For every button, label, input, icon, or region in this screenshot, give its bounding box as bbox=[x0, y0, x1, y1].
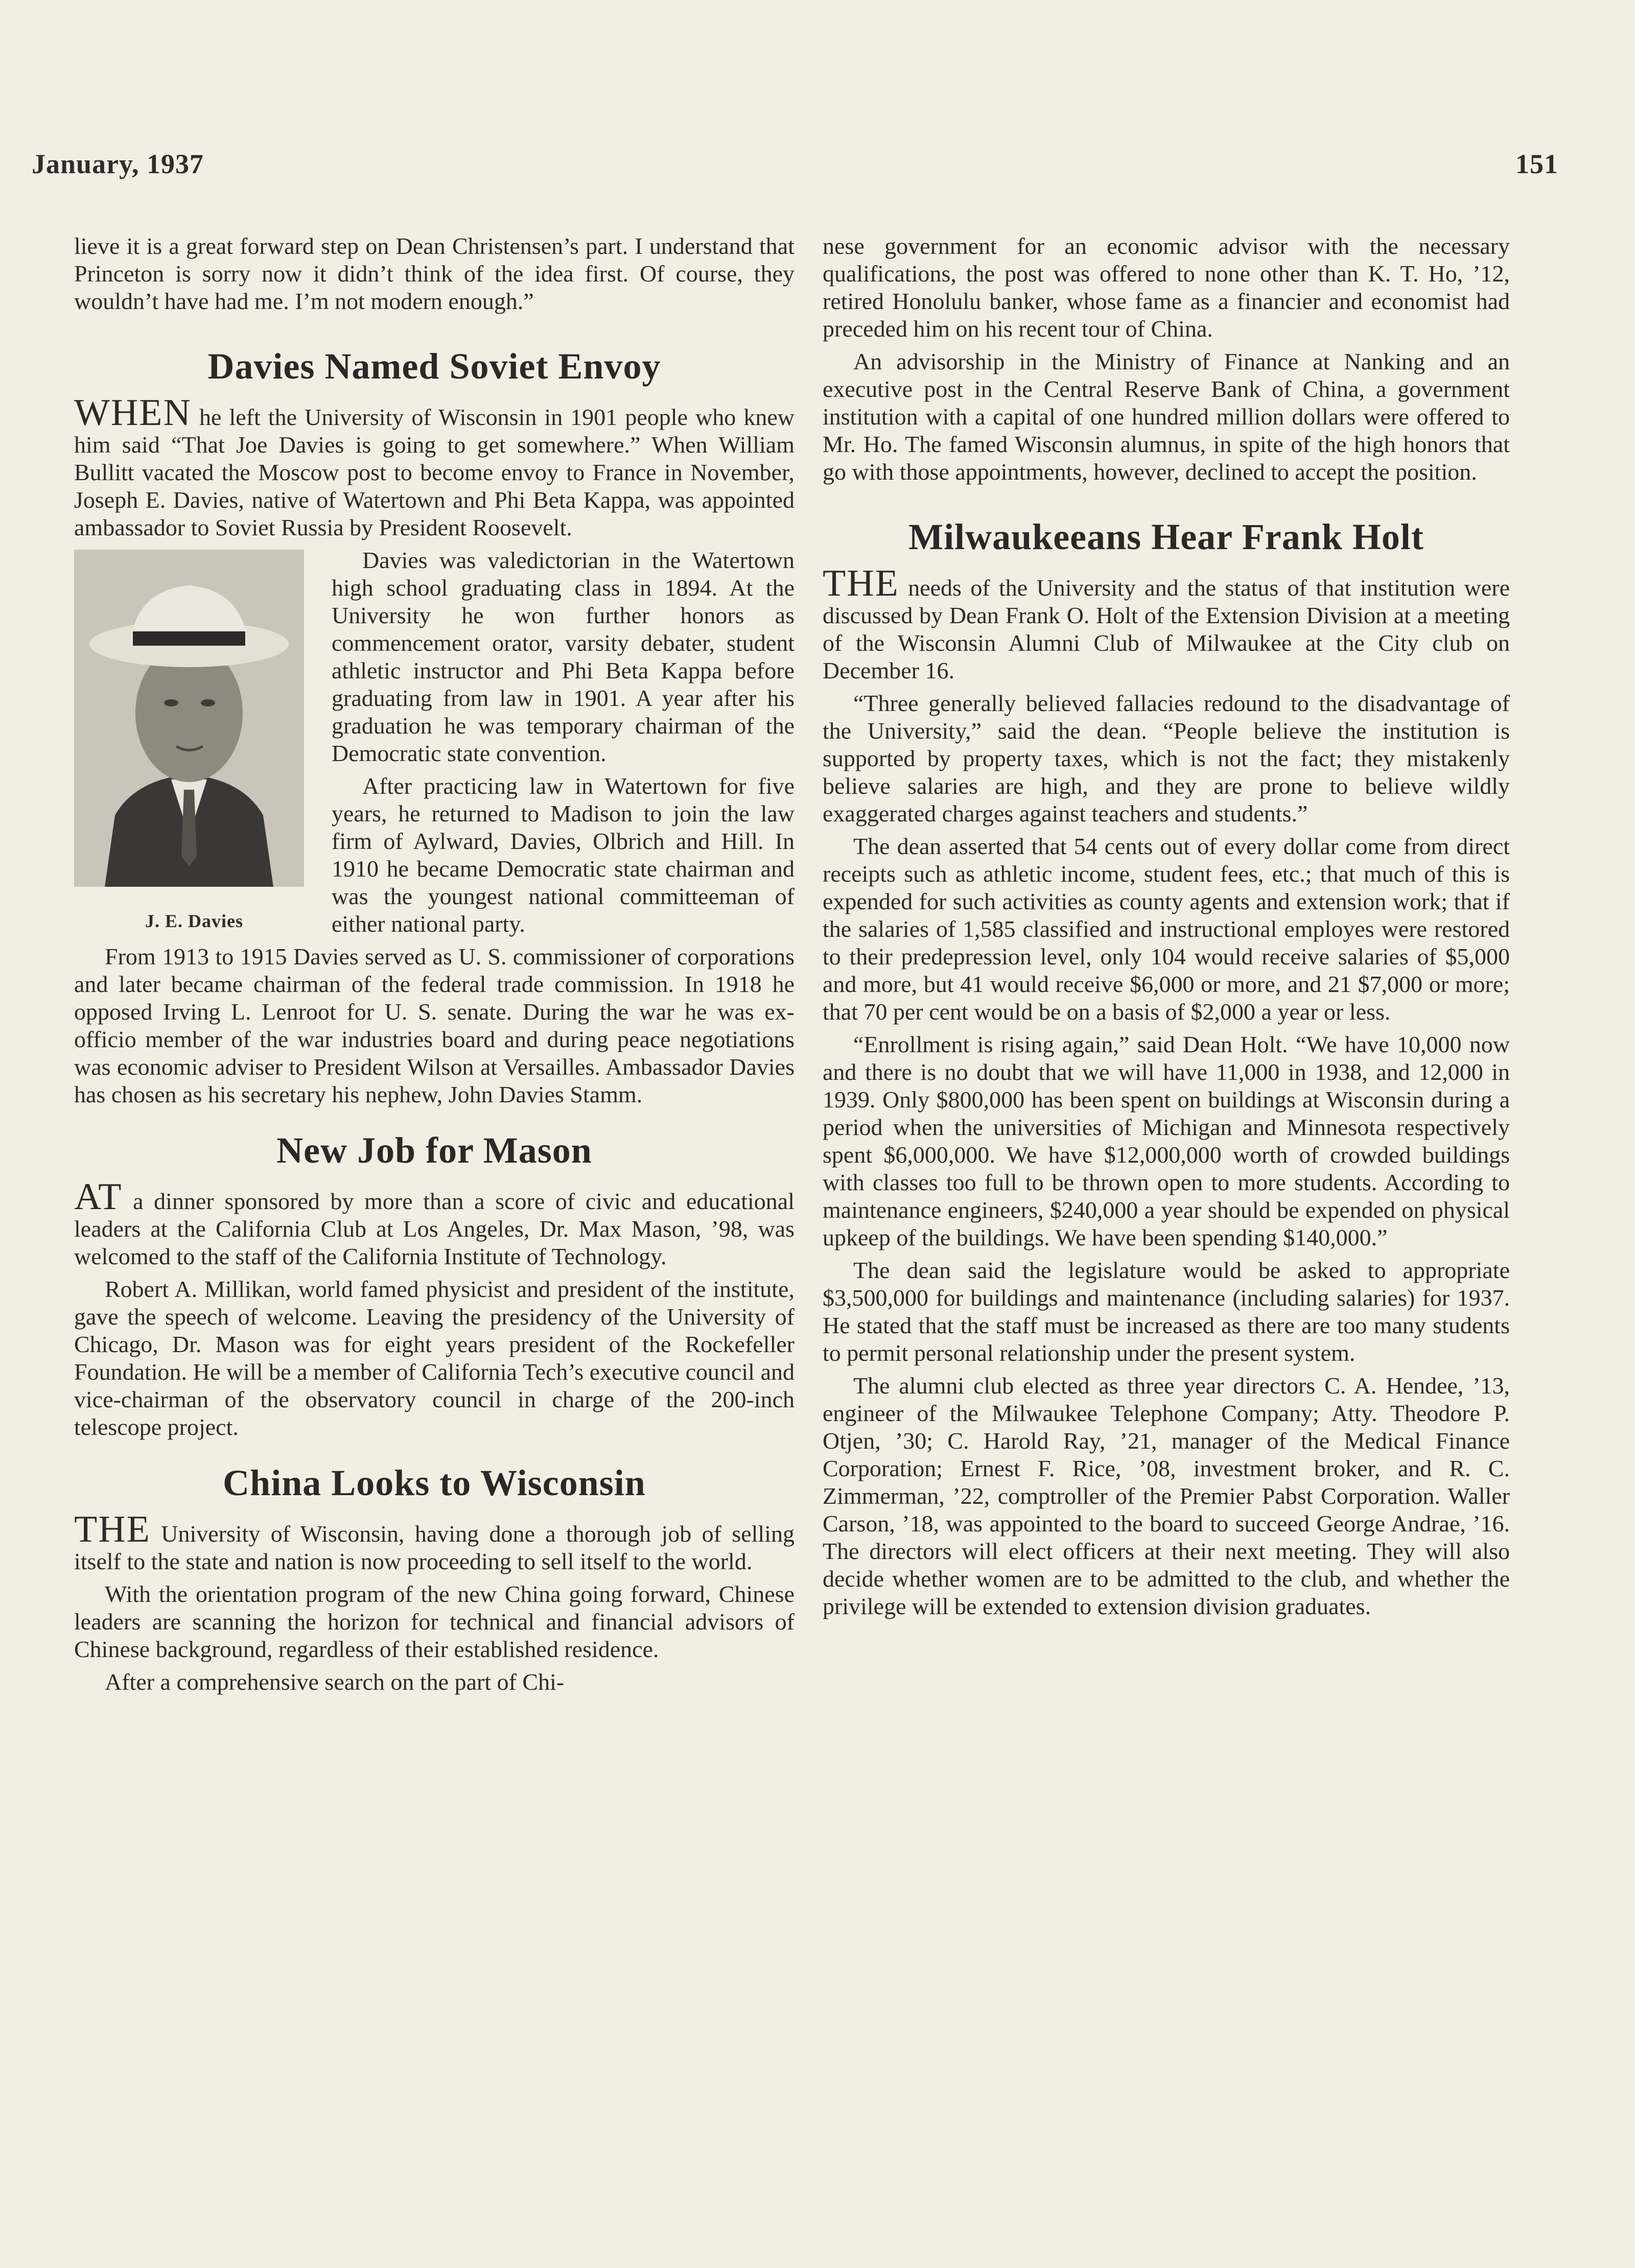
davies-paragraph-1: WHEN he left the University of Wisconsin in 1901 people who knew him said “That Joe Davies is going to get somewhere.” When William Bullitt vacated the Moscow post to become envoy to France in November, Joseph E. Davies, native of Watertown and Phi Beta Kappa, was appointed ambassador to Soviet Russia by President Roosevelt. bbox=[74, 392, 795, 540]
holt-paragraph-5: The dean said the legislature would be asked to appropriate $3,500,000 for buildings and maintenance (including salaries) for 1937. He stated that the staff must be increased as there are too many students to permit personal relationship under the present system. bbox=[823, 1257, 1510, 1366]
china-paragraph-1: THE University of Wisconsin, having done a thorough job of selling itself to the state and nation is now proceeding to sell itself to the world. bbox=[74, 1508, 795, 1574]
china-paragraph-2: With the orientation program of the new China going forward, Chinese leaders are scanning the horizon for technical and financial advisors of Chinese background, regardless of their established residence. bbox=[74, 1581, 795, 1662]
lede-cap: THE bbox=[74, 1508, 151, 1550]
portrait-illustration bbox=[74, 550, 304, 887]
left-column bbox=[74, 232, 795, 1701]
davies-paragraph-4: From 1913 to 1915 Davies served as U. S. commissioner of corporations and later became chairman of the federal trade commission. In 1918 he opposed Irving L. Lenroot for U. S. senate. During the war he was ex-officio member of the war industries board and during peace negotiations was economic adviser to President Wilson at Versailles. Ambassador Davies has chosen as his secretary his nephew, John Davies Stamm. bbox=[74, 943, 795, 1107]
lede-cap: WHEN bbox=[74, 392, 192, 434]
davies-paragraph-3: After practicing law in Watertown for five years, he returned to Madison to join the law firm of Aylward, Davies, Olbrich and Hill. In 1910 he became Democratic state chairman and was the youngest national committeeman of either national party. bbox=[332, 773, 795, 937]
lede-cap: THE bbox=[823, 562, 899, 604]
page-number: 151 bbox=[1515, 149, 1558, 179]
photo-caption: J. E. Davies bbox=[145, 911, 243, 931]
davies-photo-figure bbox=[74, 550, 314, 935]
holt-paragraph-1: THE needs of the University and the status of that institution were discussed by Dean Frank O. Holt of the Extension Division at a meeting of the Wisconsin Alumni Club of Milwaukee at the City club on December 16. bbox=[823, 562, 1510, 683]
china-continued-paragraph-1: nese government for an economic advisor with the necessary qualifications, the post was offered to none other than K. T. Ho, ’12, retired Honolulu banker, whose fame as a financier and economist had preceded him on his recent tour of China. bbox=[823, 233, 1510, 342]
china-continued-paragraph-2: An advisorship in the Ministry of Finance at Nanking and an executive post in the Central Reserve Bank of China, a government institution with a capital of one hundred million dollars were offered to Mr. Ho. The famed Wisconsin alumnus, in spite of the high honors that go with those appointments, however, declined to accept the position. bbox=[823, 348, 1510, 485]
headline-mason: New Job for Mason bbox=[276, 1130, 592, 1171]
continued-paragraph: lieve it is a great forward step on Dean Christensen’s part. I understand that Princeton is sorry now it didn’t think of the idea first. Of course, they wouldn’t have had me. I’m not modern enough.” bbox=[74, 233, 795, 314]
right-column bbox=[823, 232, 1510, 1625]
headline-davies: Davies Named Soviet Envoy bbox=[207, 346, 661, 387]
lede-cap: AT bbox=[74, 1176, 123, 1218]
holt-paragraph-3: The dean asserted that 54 cents out of every dollar come from direct receipts such as athletic income, student fees, etc.; that much of this is expended for such activities as county agents and extension work; that if the salaries of 1,585 classified and instructional employes were restored to their predepression level, only 104 would receive salaries of $5,000 and more, but 41 would receive $6,000 or more, and 21 $7,000 or more; that 70 per cent would be on a basis of $2,000 a year or less. bbox=[823, 833, 1510, 1025]
mason-paragraph-1: AT a dinner sponsored by more than a score of civic and educational leaders at the California Club at Los Angeles, Dr. Max Mason, ’98, was welcomed to the staff of the California Institute of Technology. bbox=[74, 1176, 795, 1269]
headline-holt: Milwaukeeans Hear Frank Holt bbox=[908, 516, 1424, 557]
holt-paragraph-2: “Three generally believed fallacies redound to the disadvantage of the University,” said the dean. “People believe the institution is supported by property taxes, which is not the fact; they mistakenly believe salaries are high, and they are prone to believe wildly exaggerated charges against teachers and students.” bbox=[823, 690, 1510, 826]
holt-paragraph-4: “Enrollment is rising again,” said Dean Holt. “We have 10,000 now and there is no doubt that we will have 11,000 in 1938, and 12,000 in 1939. Only $800,000 has been spent on buildings at Wisconsin during a period when the universities of Michigan and Minnesota respectively spent $6,000,000. We have $12,000,000 worth of crowded buildings with classes too full to be thrown open to more students. According to maintenance engineers, $240,000 a year should be expended on physical upkeep of the buildings. We have been spending $140,000.” bbox=[823, 1031, 1510, 1250]
davies-paragraph-2: Davies was valedictorian in the Watertown high school graduating class in 1894. At the University he won further honors as commencement orator, varsity debater, student athletic instructor and Phi Beta Kappa before graduating from law in 1901. A year after his graduation he was temporary chairman of the Democratic state convention. bbox=[332, 547, 795, 766]
holt-paragraph-6: The alumni club elected as three year directors C. A. Hendee, ’13, engineer of the Milwaukee Telephone Company; Atty. Theodore P. Otjen, ’30; C. Harold Ray, ’21, manager of the Medical Finance Corporation; Ernest F. Rice, ’08, investment broker, and R. C. Zimmerman, ’22, comptroller of the Premier Pabst Corporation. Waller Carson, ’18, was appointed to the board to succeed George Andrae, ’16. The directors will elect officers at their next meeting. They will also decide whether women are to be admitted to the club, and whether the privilege will be extended to extension division graduates. bbox=[823, 1373, 1510, 1619]
china-paragraph-3: After a comprehensive search on the part of Chi- bbox=[105, 1669, 565, 1695]
davies-portrait-photo bbox=[74, 550, 304, 887]
headline-china: China Looks to Wisconsin bbox=[223, 1462, 646, 1503]
mason-paragraph-2: Robert A. Millikan, world famed physicist and president of the institute, gave the speech of welcome. Leaving the presidency of the University of Chicago, Dr. Mason was for eight years president of the Rockefeller Foundation. He will be a member of California Tech’s executive council and vice-chairman of the observatory council in charge of the 200-inch telescope project. bbox=[74, 1276, 795, 1440]
issue-date: January, 1937 bbox=[32, 149, 204, 179]
